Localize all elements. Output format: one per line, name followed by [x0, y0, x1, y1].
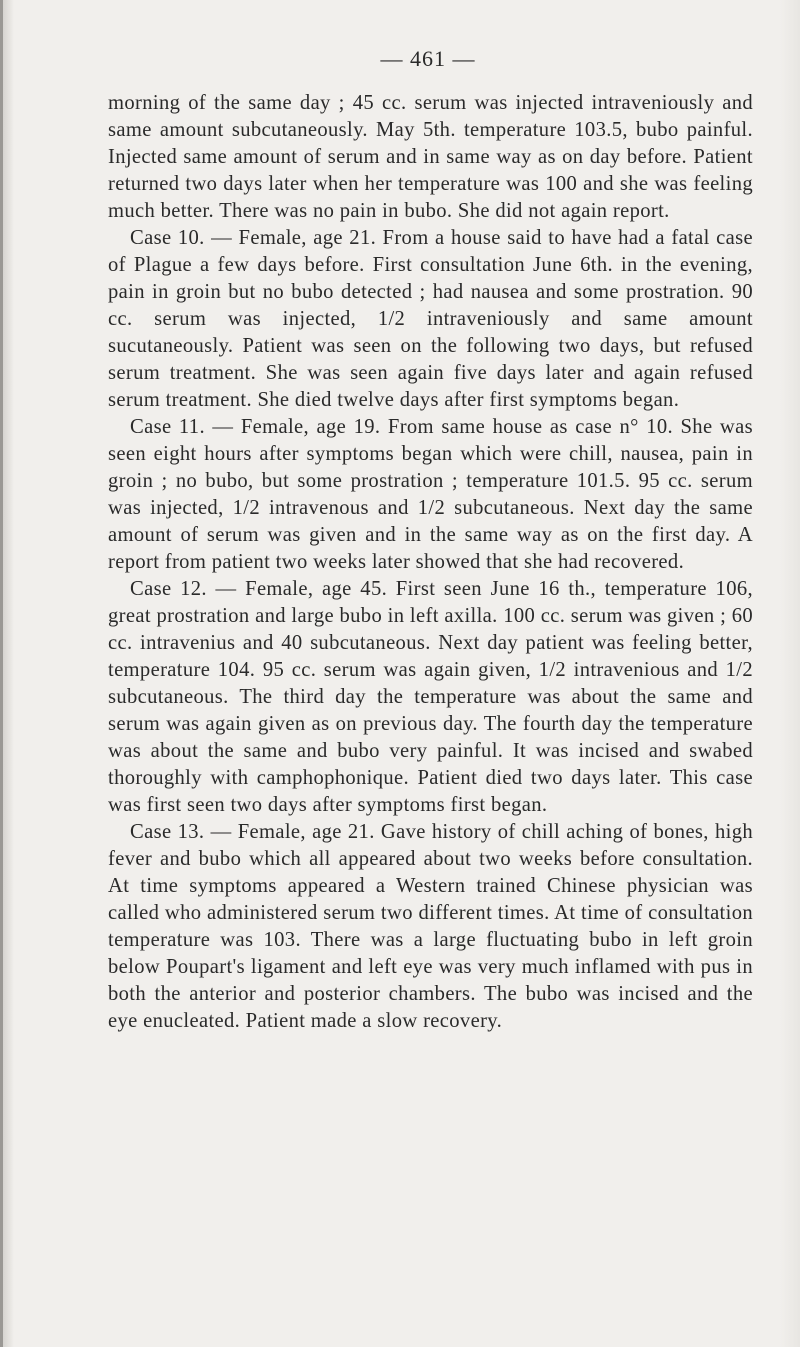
paragraph-case-11: Case 11. — Female, age 19. From same house as case n° 10. She was seen eight hours after symptoms began which were chill, nausea, pain in groin ; no bubo, but some prostration ; temperature 101.5. 95 cc. serum was injected, 1/2 intravenous and 1/2 subcutaneous. Next day the same amount of serum was given and in the same way as on the first day. A report from patient two weeks later showed that she had recovered.: [108, 416, 753, 573]
paragraph-continuation: morning of the same day ; 45 cc. serum was injected intraveniously and same amount subcutaneously. May 5th. temperature 103.5, bubo painful. Injected same amount of serum and in same way as on day before. Patient returned two days later when her temperature was 100 and she was feeling much better. There was no pain in bubo. She did not again report.: [108, 92, 753, 222]
paragraph-case-12: Case 12. — Female, age 45. First seen June 16 th., temperature 106, great prostration and large bubo in left axilla. 100 cc. serum was given ; 60 cc. intravenius and 40 subcutaneous. Next day patient was feeling better, temperature 104. 95 cc. serum was again given, 1/2 intravenious and 1/2 subcutaneous. The third day the temperature was about the same and serum was again given as on previous day. The fourth day the temperature was about the same and bubo very painful. It was incised and swabed thoroughly with camphophonique. Patient died two days later. This case was first seen two days after symptoms first began.: [108, 578, 753, 816]
body-text: [108, 90, 753, 1035]
page-number: — 461 —: [380, 46, 476, 71]
paragraph-case-13: Case 13. — Female, age 21. Gave history of chill aching of bones, high fever and bubo which all appeared about two weeks before consultation. At time symptoms appeared a Western trained Chinese physician was called who administered serum two different times. At time of consultation temperature was 103. There was a large fluctuating bubo in left groin below Poupart's ligament and left eye was very much inflamed with pus in both the anterior and posterior chambers. The bubo was incised and the eye enucleated. Patient made a slow recovery.: [108, 821, 753, 1032]
book-spine-edge: [0, 0, 3, 1347]
paragraph-case-10: Case 10. — Female, age 21. From a house said to have had a fatal case of Plague a few days before. First consultation June 6th. in the evening, pain in groin but no bubo detected ; had nausea and some prostration. 90 cc. serum was injected, 1/2 intraveniously and same amount sucutaneously. Patient was seen on the following two days, but refused serum treatment. She was seen again five days later and again refused serum treatment. She died twelve days after first symptoms began.: [108, 227, 753, 411]
